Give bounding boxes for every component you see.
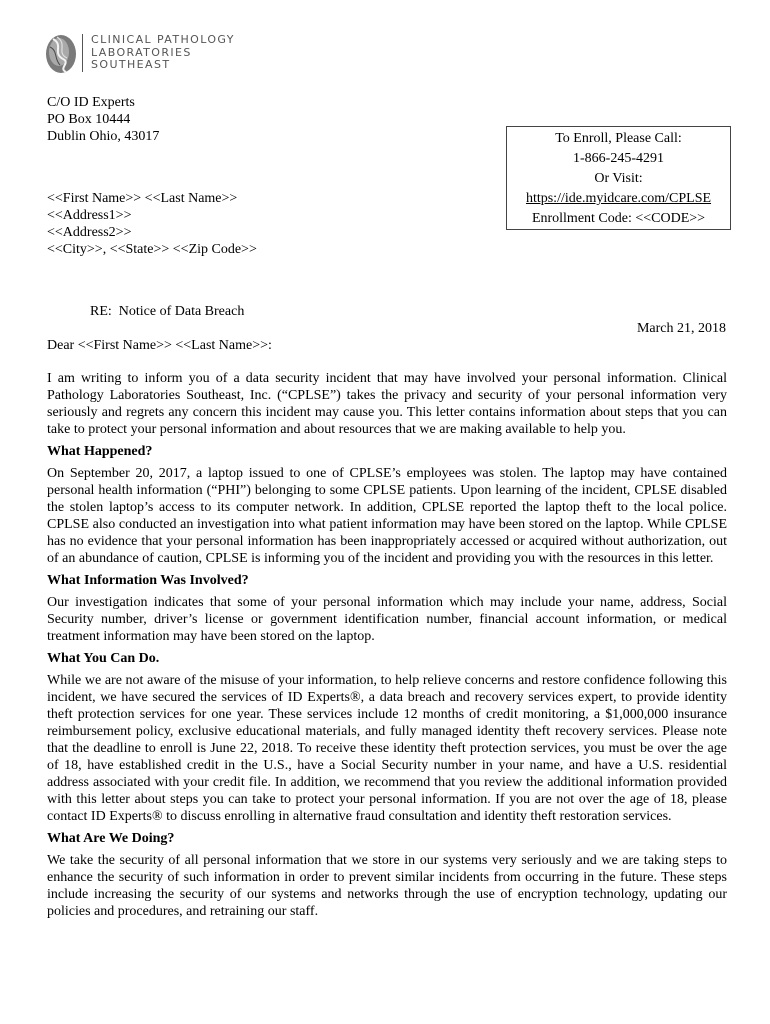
section-heading: What Are We Doing? <box>47 831 175 846</box>
section-paragraph: On September 20, 2017, a laptop issued to one of CPLSE’s employees was stolen. The laptop may have contained personal health information (“PHI”) belonging to some CPLSE patients. Upon learning of the incident, CPLSE disabled the stolen laptop’s access to its computer network. In addition, CPLSE reported the laptop theft to the local police. CPLSE also conducted an investigation into what patient information may have been stored on the laptop. While CPLSE has no evidence that your personal information has been inappropriately accessed or acquired without authorization, out of an abundance of caution, CPLSE is informing you of the incident and providing you with the resources in this letter. <box>47 466 727 566</box>
letterhead-line-3: SOUTHEAST <box>91 58 171 71</box>
section-heading: What You Can Do. <box>47 651 160 666</box>
letter-body <box>47 370 727 925</box>
recipient-address <box>47 190 257 258</box>
section-paragraph: Our investigation indicates that some of your personal information which may include your name, address, Social Security number, driver’s license or government identification number, financial account information, or medical treatment information may have been stored on the laptop. <box>47 595 727 644</box>
letter-date: March 21, 2018 <box>636 321 726 336</box>
return-address <box>47 94 159 145</box>
subject-line: RE: Notice of Data Breach <box>90 304 245 319</box>
enroll-url-link[interactable]: https://ide.myidcare.com/CPLSE <box>525 191 712 206</box>
enroll-code: Enrollment Code: <<CODE>> <box>531 211 706 226</box>
salutation: Dear <<First Name>> <<Last Name>>: <box>47 338 272 353</box>
enroll-call-label: To Enroll, Please Call: <box>555 131 682 146</box>
recipient-city-state-zip: <<City>>, <<State>> <<Zip Code>> <box>47 242 257 257</box>
enroll-phone: 1-866-245-4291 <box>573 151 664 166</box>
section-paragraph: We take the security of all personal information that we store in our systems very seriously and we are taking steps to enhance the security of such information in order to prevent similar incidents from occurring in the future. These steps include increasing the security of our systems and networks through the use of encryption technology, updating our policies and procedures, and retraining our staff. <box>47 853 727 919</box>
section-heading: What Happened? <box>47 444 153 459</box>
letterhead-logo <box>44 33 254 79</box>
recipient-address-1: <<Address1>> <box>47 208 132 223</box>
letterhead-org-name <box>82 34 235 72</box>
return-address-line-2: PO Box 10444 <box>47 112 131 127</box>
return-address-line-1: C/O ID Experts <box>47 95 135 110</box>
intro-paragraph: I am writing to inform you of a data security incident that may have involved your personal information. Clinical Pathology Laboratories Southeast, Inc. (“CPLSE”) takes the privacy and security of your personal information very seriously and regrets any concern this incident may cause you. This letter contains information about steps that you can take to protect your personal information and about resources that we are making available to help you. <box>47 371 727 437</box>
recipient-name: <<First Name>> <<Last Name>> <box>47 191 238 206</box>
letterhead-line-1: CLINICAL PATHOLOGY <box>91 33 235 46</box>
lab-logo-icon <box>44 33 78 75</box>
letterhead-line-2: LABORATORIES <box>91 45 192 59</box>
return-address-line-3: Dublin Ohio, 43017 <box>47 129 160 144</box>
recipient-address-2: <<Address2>> <box>47 225 132 240</box>
section-heading: What Information Was Involved? <box>47 573 249 588</box>
enrollment-box <box>506 126 731 230</box>
section-paragraph: While we are not aware of the misuse of your information, to help relieve concerns and restore confidence following this incident, we have secured the services of ID Experts®, a data breach and recovery services expert, to provide identity theft protection services for one year. These services include 12 months of credit monitoring, a $1,000,000 insurance reimbursement policy, exclusive educational materials, and fully managed identity theft recovery services. Please note that the deadline to enroll is June 22, 2018. To receive these identity theft protection services, you must be over the age of 18, have established credit in the U.S., have a Social Security number in your name, and have a U.S. residential address associated with your credit file. In addition, we recommend that you review the additional information provided with this letter about steps you can take to protect your personal information. If you are not over the age of 18, please contact ID Experts® to discuss enrolling in alternative fraud consultation and identity theft restoration services. <box>47 673 727 824</box>
enroll-visit-label: Or Visit: <box>594 171 643 186</box>
